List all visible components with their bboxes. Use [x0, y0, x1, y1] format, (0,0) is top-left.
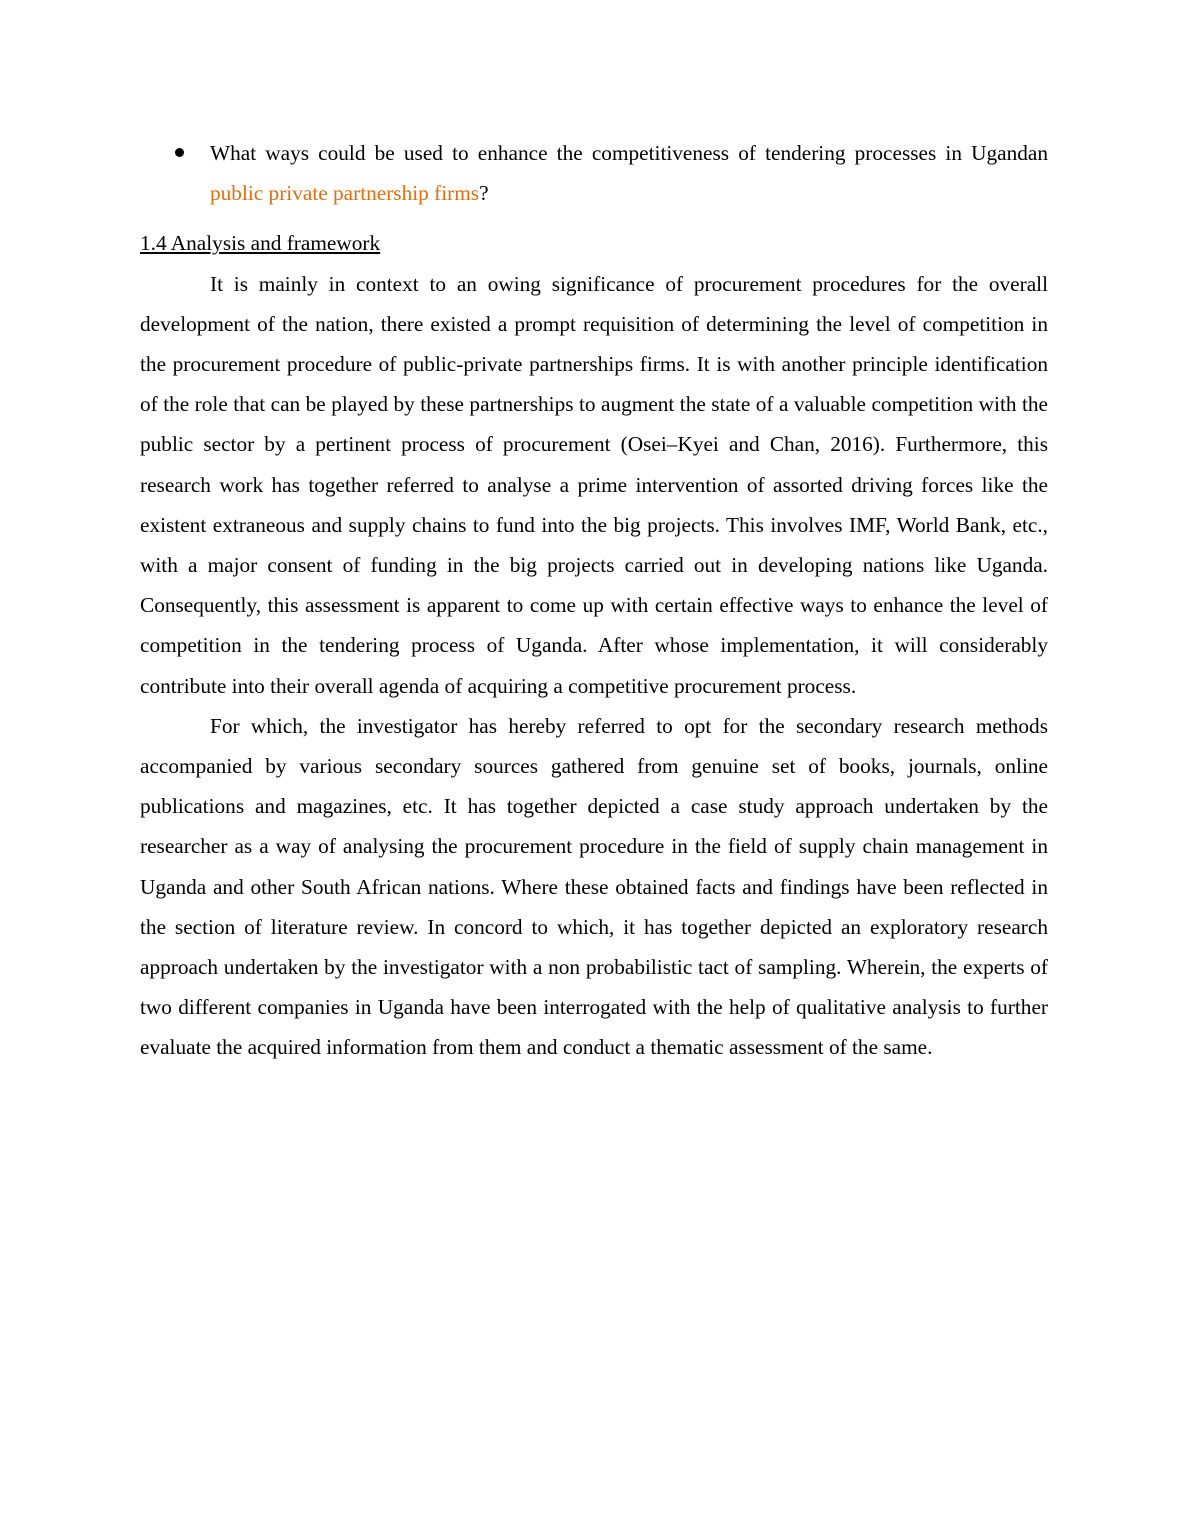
research-questions-list	[140, 133, 1048, 213]
highlighted-text: public private partnership firms	[210, 181, 480, 206]
bullet-text-after: ?	[479, 181, 489, 206]
list-item	[140, 133, 1048, 213]
paragraph-context: It is mainly in context to an owing significance of procurement procedures for the overall development of the nation, there existed a prompt requisition of determining the level of competition in the procurement procedure of public-private partnerships firms. It is with another principle identification of the role that can be played by these partnerships to augment the state of a valuable competition with the public sector by a pertinent process of procurement (Osei–Kyei and Chan, 2016). Furthermore, this research work has together referred to analyse a prime intervention of assorted driving forces like the existent extraneous and supply chains to fund into the big projects. This involves IMF, World Bank, etc., with a major consent of funding in the big projects carried out in developing nations like Uganda. Consequently, this assessment is apparent to come up with certain effective ways to enhance the level of competition in the tendering process of Uganda. After whose implementation, it will considerably contribute into their overall agenda of acquiring a competitive procurement process.	[140, 271, 1048, 698]
bullet-icon	[175, 148, 184, 157]
bullet-text-before: What ways could be used to enhance the competitiveness of tendering processes in Ugandan	[210, 141, 1048, 165]
page-content	[140, 133, 1048, 1068]
section-heading: 1.4 Analysis and framework	[140, 231, 381, 256]
paragraph-methodology: For which, the investigator has hereby referred to opt for the secondary research methods accompanied by various secondary sources gathered from genuine set of books, journals, online publications and magazines, etc. It has together depicted a case study approach undertaken by the researcher as a way of analysing the procurement procedure in the field of supply chain management in Uganda and other South African nations. Where these obtained facts and findings have been reflected in the section of literature review. In concord to which, it has together depicted an exploratory research approach undertaken by the investigator with a non probabilistic tact of sampling. Wherein, the experts of two different companies in Uganda have been interrogated with the help of qualitative analysis to further evaluate the acquired information from them and conduct a thematic assessment of the same.	[140, 713, 1048, 1060]
